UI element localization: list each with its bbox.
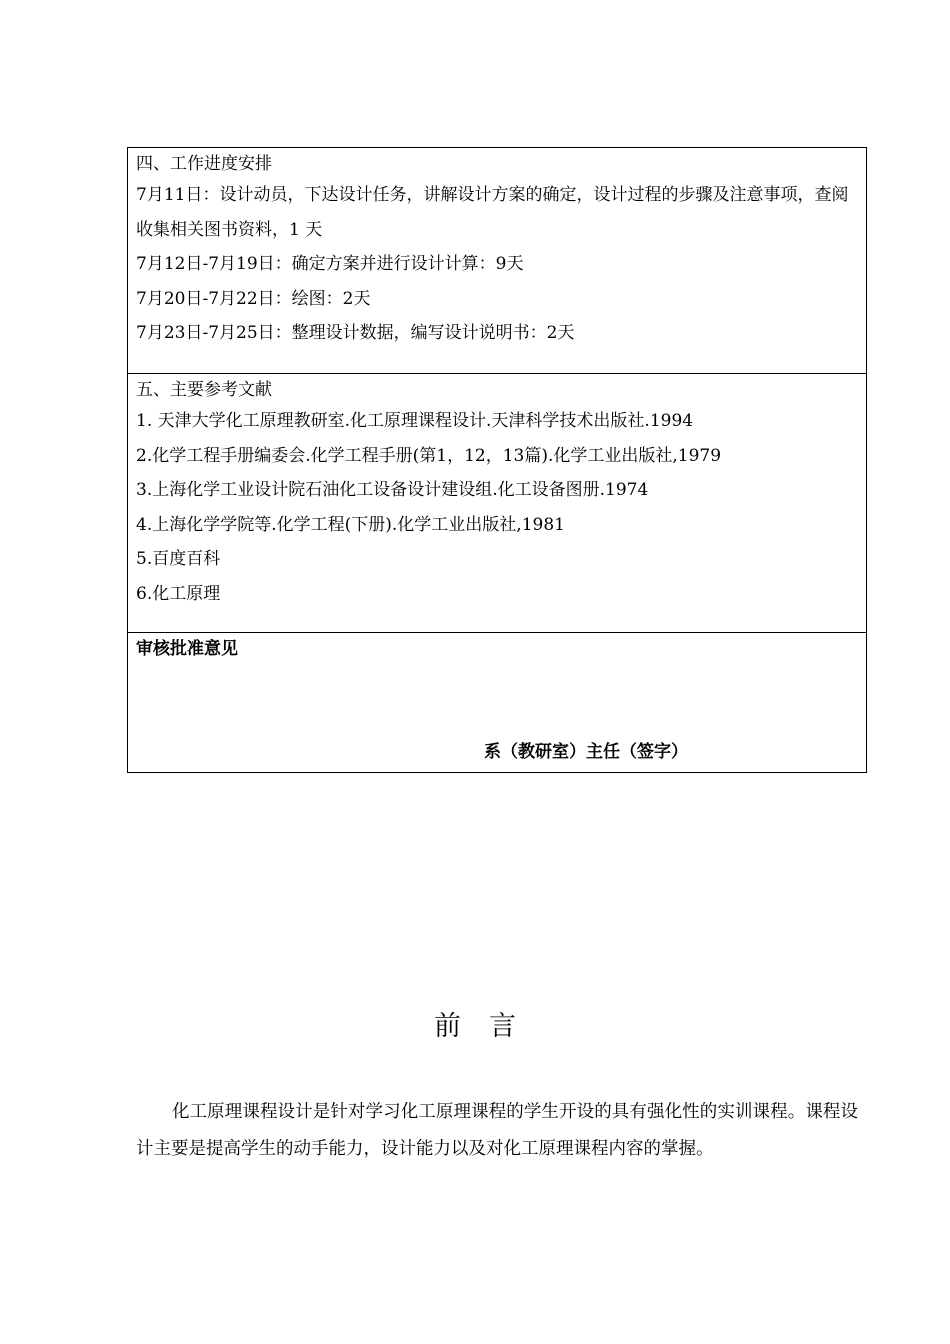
- reference-item: 6.化工原理: [136, 583, 221, 604]
- schedule-item: 7月23日-7月25日：整理设计数据，编写设计说明书：2天: [136, 323, 575, 343]
- schedule-item: 7月11日：设计动员，下达设计任务，讲解设计方案的确定，设计过程的步骤及注意事项，查阅收集相关图书资料，1 天: [136, 185, 849, 240]
- form-table: [127, 147, 867, 773]
- approval-heading: 审核批准意见: [136, 639, 238, 659]
- reference-item: 2.化学工程手册编委会.化学工程手册(第1，12，13篇).化学工业出版社,1979: [136, 445, 722, 466]
- reference-item: 5.百度百科: [136, 549, 221, 569]
- references-section: [128, 374, 866, 633]
- schedule-item: 7月20日-7月22日：绘图：2天: [136, 288, 371, 309]
- signature-label: 系（教研室）主任（签字）: [484, 742, 688, 762]
- schedule-section: [128, 148, 866, 374]
- schedule-heading: 四、工作进度安排: [136, 154, 272, 174]
- preface-title: 前言: [434, 1011, 544, 1042]
- references-heading: 五、主要参考文献: [136, 380, 272, 400]
- schedule-item: 7月12日-7月19日：确定方案并进行设计计算：9天: [136, 254, 524, 274]
- approval-section: [128, 633, 866, 772]
- reference-item: 3.上海化学工业设计院石油化工设备设计建设组.化工设备图册.1974: [136, 480, 649, 500]
- preface-paragraph: 化工原理课程设计是针对学习化工原理课程的学生开设的具有强化性的实训课程。课程设计主要是提高学生的动手能力，设计能力以及对化工原理课程内容的掌握。: [136, 1102, 858, 1159]
- reference-item: 4.上海化学学院等.化学工程(下册).化学工业出版社,1981: [136, 514, 565, 535]
- reference-item: 1. 天津大学化工原理教研室.化工原理课程设计.天津科学技术出版社.1994: [136, 411, 694, 431]
